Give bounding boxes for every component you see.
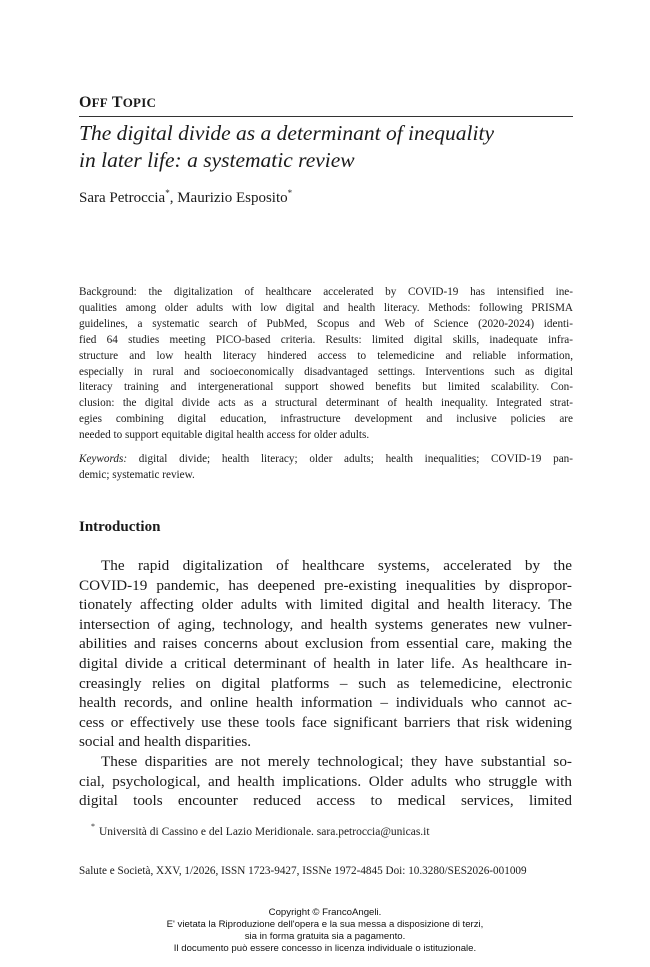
copyright-notice bbox=[0, 907, 650, 955]
abstract-line: egies combining digital education, infrastructure development and inclusive policies are bbox=[79, 413, 573, 426]
abstract-line: clusion: the digital divide acts as a structural determinant of health inequality. Integrated strat- bbox=[79, 397, 573, 410]
body-line: The rapid digitalization of healthcare systems, accelerated by the bbox=[101, 557, 572, 574]
keywords-line-1 bbox=[79, 452, 573, 468]
authors bbox=[79, 188, 292, 207]
body-line: creasingly relies on digital platforms – such as telemedicine, electronic bbox=[79, 674, 572, 692]
footnote bbox=[91, 822, 430, 838]
keywords bbox=[79, 452, 573, 484]
section-label-initial-1: O bbox=[79, 94, 92, 111]
body-line: cess or effectively use these tools face significant barriers that risk widening bbox=[79, 713, 572, 731]
title-line-2: in later life: a systematic review bbox=[79, 148, 355, 172]
section-label-rest-2: OPIC bbox=[122, 95, 157, 110]
footnote-mark: * bbox=[91, 822, 95, 831]
keywords-label: Keywords: bbox=[79, 453, 128, 465]
copyright-line: Copyright © FrancoAngeli. bbox=[268, 907, 382, 918]
abstract-line: guidelines, a systematic search of PubMed, Scopus and Web of Science (2020-2024) identi- bbox=[79, 317, 573, 330]
introduction-heading: Introduction bbox=[79, 519, 161, 535]
keywords-text: digital divide; health literacy; older adults; health inequalities; COVID-19 pan- bbox=[127, 453, 573, 465]
abstract-line: Background: the digitalization of healthcare accelerated by COVID-19 has intensified ine- bbox=[79, 286, 573, 298]
body-line: These disparities are not merely technological; they have substantial so- bbox=[101, 752, 572, 770]
abstract-line: especially in rural and socioeconomically disadvantaged settings. Interventions such as digital bbox=[79, 365, 573, 378]
journal-citation: Salute e Società, XXV, 1/2026, ISSN 1723-9427, ISSNe 1972-4845 Doi: 10.3280/SES2026-001009 bbox=[79, 865, 527, 877]
body-line: social and health disparities. bbox=[79, 733, 252, 751]
body-line: tionately affecting older adults with limited digital and health literacy. The bbox=[79, 596, 572, 614]
abstract-line: literacy training and intergenerational support showed benefits but limited scalability. Con- bbox=[79, 381, 573, 394]
author-1: Sara Petroccia bbox=[79, 190, 166, 206]
body-line: abilities and raises concerns about exclusion from essential care, making the bbox=[79, 635, 572, 653]
body-line: digital divide a critical determinant of health in later life. As healthcare in- bbox=[79, 654, 572, 672]
section-label bbox=[79, 94, 156, 112]
abstract bbox=[79, 285, 573, 444]
author-separator: , bbox=[169, 190, 178, 206]
author-2-mark: * bbox=[287, 188, 293, 198]
copyright-line: E' vietata la Riproduzione dell'opera e la sua messa a disposizione di terzi, bbox=[166, 918, 484, 930]
abstract-line: qualities among older adults with low digital and health literacy. Methods: following PRISMA bbox=[79, 301, 573, 314]
header-rule bbox=[79, 116, 573, 117]
title-line-1: The digital divide as a determinant of inequality bbox=[79, 121, 495, 145]
author-1-mark: * bbox=[165, 188, 170, 198]
body-line: health records, and online health information – individuals who cannot ac- bbox=[79, 694, 572, 712]
keywords-line-2: demic; systematic review. bbox=[79, 468, 195, 481]
body-line: intersection of aging, technology, and health systems generates new vulner- bbox=[79, 615, 572, 633]
abstract-line: fied 64 studies meeting PICO-based criteria. Results: limited digital skills, inadequate infra- bbox=[79, 333, 573, 346]
author-2: Maurizio Esposito bbox=[177, 190, 288, 206]
copyright-line: Il documento può essere concesso in licenza individuale o istituzionale. bbox=[173, 942, 477, 954]
abstract-line: structure and low health literacy hindered access to telemedicine and reliable information, bbox=[79, 349, 573, 362]
body-line: COVID-19 pandemic, has deepened pre-existing inequalities by dispropor- bbox=[79, 576, 572, 594]
body-line: cial, psychological, and health implications. Older adults who struggle with bbox=[79, 772, 572, 790]
body-line: digital tools encounter reduced access to medical services, limited bbox=[79, 792, 572, 810]
footnote-text: Università di Cassino e del Lazio Meridionale. sara.petroccia@unicas.it bbox=[99, 826, 430, 838]
abstract-line: needed to support equitable digital health access for older adults. bbox=[79, 429, 370, 442]
introduction-body bbox=[79, 556, 572, 811]
section-label-initial-2: T bbox=[111, 94, 123, 111]
section-label-rest-1: FF bbox=[91, 95, 108, 110]
copyright-line: sia in forma gratuita sia a pagamento. bbox=[244, 930, 406, 942]
article-title bbox=[79, 120, 579, 174]
